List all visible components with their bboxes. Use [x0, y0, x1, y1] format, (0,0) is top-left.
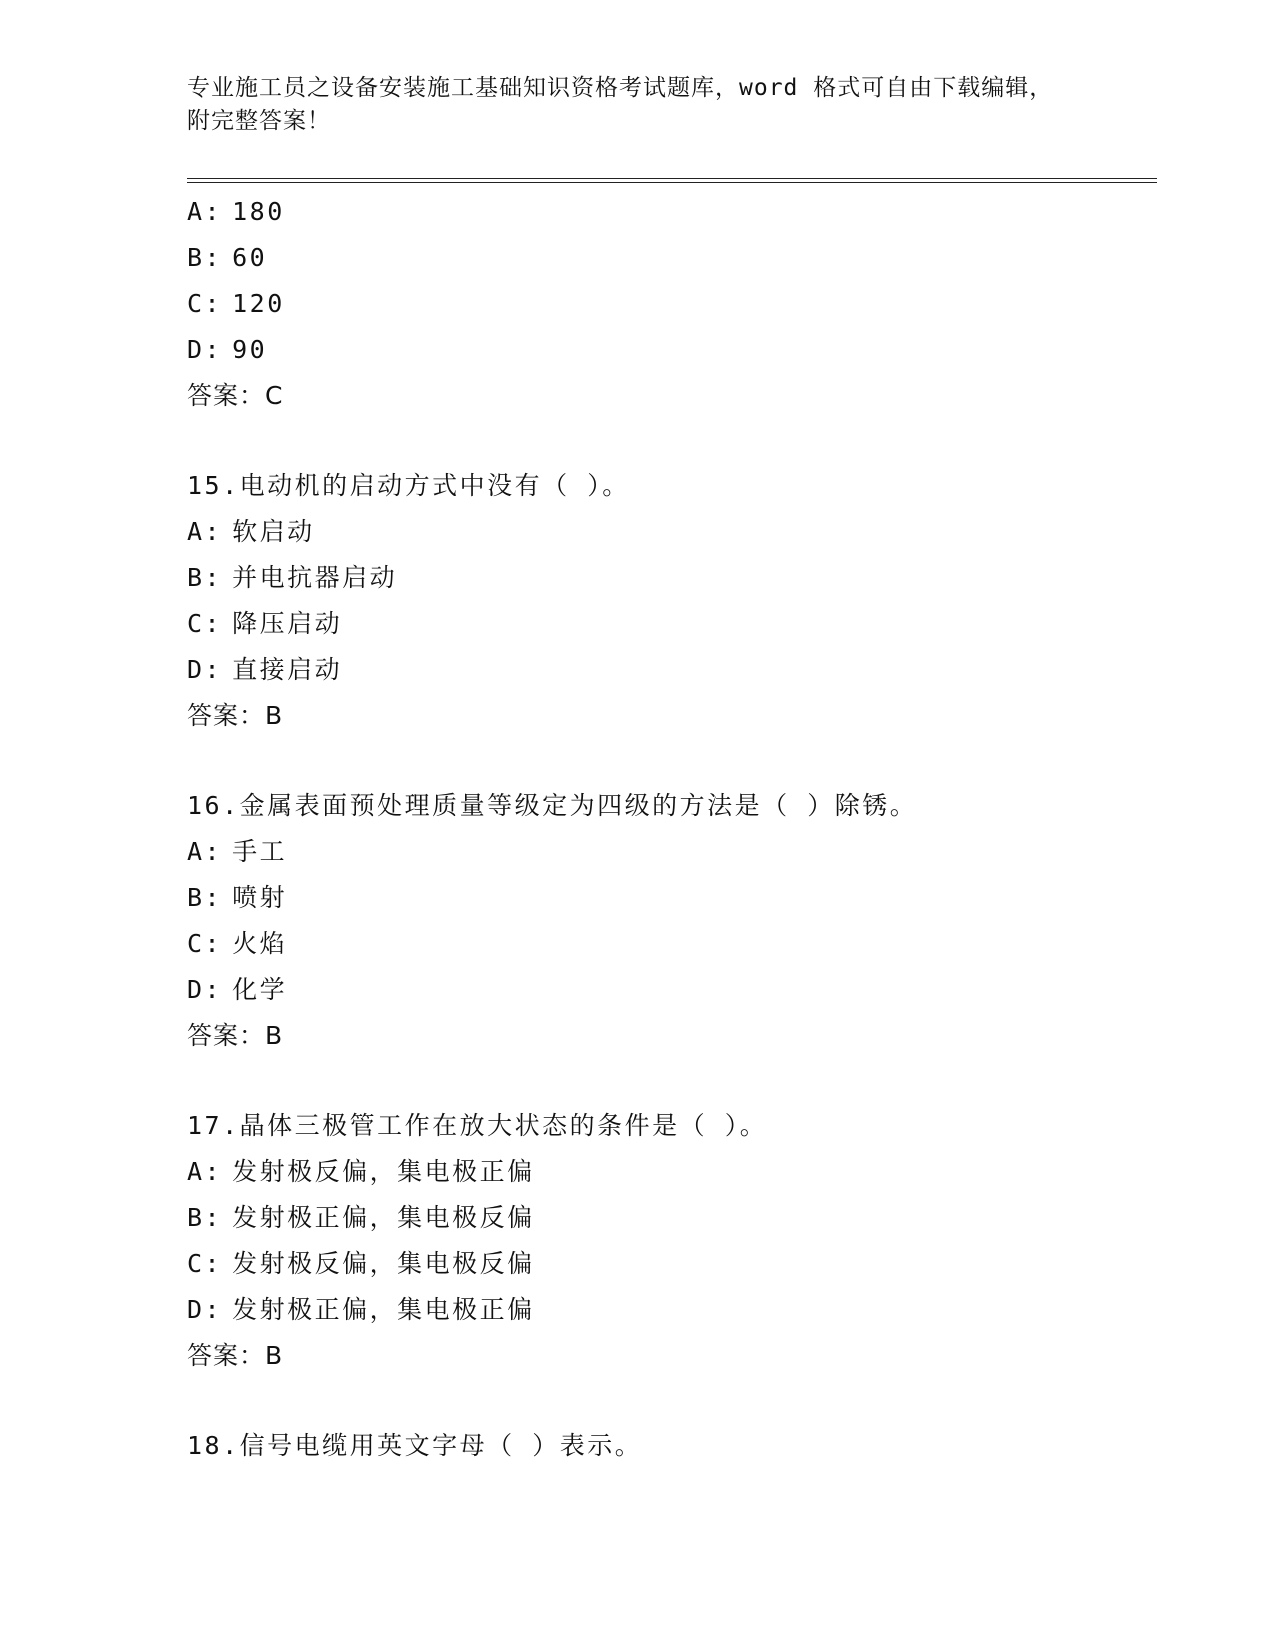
header-line-2: 附完整答案！: [187, 108, 331, 134]
option-text: 90: [232, 335, 268, 364]
option-a: [187, 1149, 1157, 1195]
option-c: [187, 1241, 1157, 1287]
option-c: [187, 281, 1157, 327]
option-label: A:: [187, 517, 223, 546]
option-text: 降压启动: [232, 609, 343, 638]
option-text: 化学: [232, 975, 288, 1004]
option-label: D:: [187, 335, 223, 364]
question-text: 17.晶体三极管工作在放大状态的条件是（ ）。: [187, 1111, 768, 1140]
option-text: 60: [232, 243, 268, 272]
option-text: 软启动: [232, 517, 315, 546]
option-label: B:: [187, 563, 223, 592]
option-text: 120: [232, 289, 285, 318]
option-b: [187, 1195, 1157, 1241]
option-label: C:: [187, 289, 223, 318]
header-line-1: 专业施工员之设备安装施工基础知识资格考试题库，word 格式可自由下载编辑，: [187, 75, 1054, 101]
option-text: 发射极反偏，集电极正偏: [232, 1157, 535, 1186]
option-label: B:: [187, 243, 223, 272]
option-b: [187, 555, 1157, 601]
option-b: [187, 235, 1157, 281]
header-divider: [187, 178, 1157, 183]
question-text: 18.信号电缆用英文字母（ ）表示。: [187, 1431, 643, 1460]
question-15: [187, 463, 1157, 739]
option-label: D:: [187, 655, 223, 684]
option-text: 发射极反偏，集电极反偏: [232, 1249, 535, 1278]
question-text: 15.电动机的启动方式中没有（ ）。: [187, 471, 630, 500]
option-label: A:: [187, 1157, 223, 1186]
answer: 答案：B: [187, 1341, 284, 1370]
option-b: [187, 875, 1157, 921]
option-a: [187, 829, 1157, 875]
question-list: [187, 189, 1157, 1469]
option-c: [187, 601, 1157, 647]
document-header: [187, 72, 1157, 138]
option-text: 直接启动: [232, 655, 343, 684]
option-label: A:: [187, 837, 223, 866]
option-d: [187, 967, 1157, 1013]
option-text: 火焰: [232, 929, 288, 958]
option-label: D:: [187, 1295, 223, 1324]
option-d: [187, 1287, 1157, 1333]
answer: 答案：C: [187, 381, 284, 410]
option-label: B:: [187, 1203, 223, 1232]
option-label: B:: [187, 883, 223, 912]
option-label: C:: [187, 609, 223, 638]
option-d: [187, 327, 1157, 373]
option-d: [187, 647, 1157, 693]
option-text: 手工: [232, 837, 288, 866]
question-18: [187, 1423, 1157, 1469]
option-c: [187, 921, 1157, 967]
option-text: 180: [232, 197, 285, 226]
answer: 答案：B: [187, 1021, 284, 1050]
option-label: C:: [187, 1249, 223, 1278]
option-label: A:: [187, 197, 223, 226]
answer: 答案：B: [187, 701, 284, 730]
option-text: 发射极正偏，集电极正偏: [232, 1295, 535, 1324]
option-a: [187, 189, 1157, 235]
question-text: 16.金属表面预处理质量等级定为四级的方法是（ ）除锈。: [187, 791, 918, 820]
option-label: D:: [187, 975, 223, 1004]
question-16: [187, 783, 1157, 1059]
option-text: 发射极正偏，集电极反偏: [232, 1203, 535, 1232]
option-text: 喷射: [232, 883, 288, 912]
option-label: C:: [187, 929, 223, 958]
question-14: [187, 189, 1157, 419]
option-text: 并电抗器启动: [232, 563, 398, 592]
option-a: [187, 509, 1157, 555]
question-17: [187, 1103, 1157, 1379]
